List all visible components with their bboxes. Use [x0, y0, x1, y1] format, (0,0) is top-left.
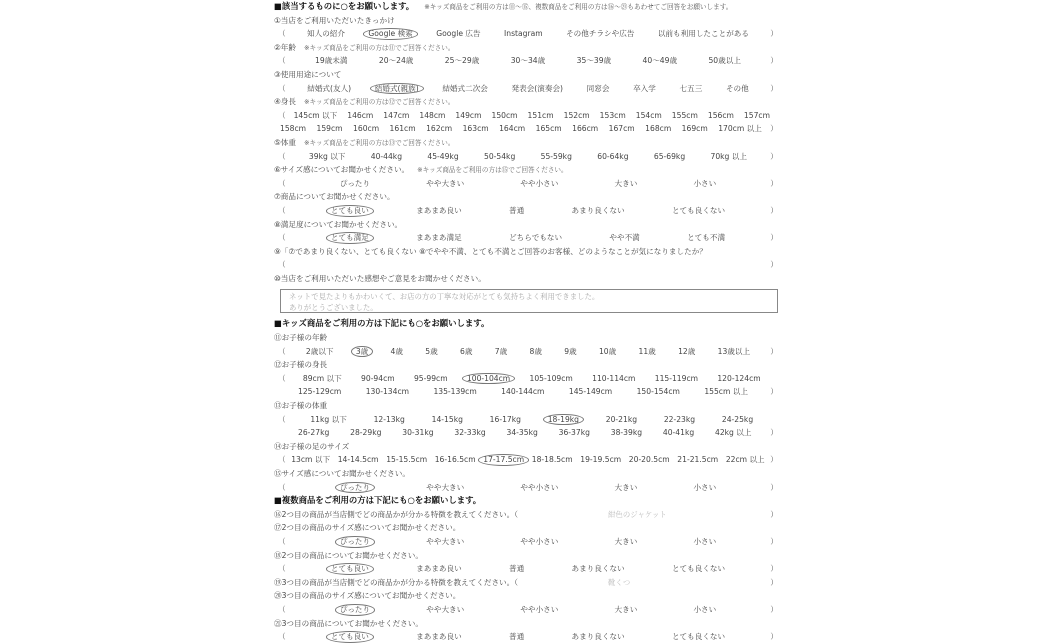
question-label — [274, 41, 782, 55]
close-paren: ） — [770, 83, 778, 93]
close-paren: ） — [770, 387, 778, 397]
option[interactable]: 70kg 以上 — [710, 151, 747, 161]
option-row — [274, 231, 782, 245]
option[interactable]: 145-149cm — [568, 387, 613, 397]
open-paren: （ — [278, 178, 286, 188]
option-row — [274, 27, 782, 41]
option[interactable]: 20-20.5cm — [628, 455, 670, 465]
option[interactable]: 40～49歳 — [642, 56, 678, 66]
option-row — [274, 413, 782, 427]
close-paren: ） — [770, 564, 778, 574]
open-paren: （ — [278, 110, 286, 120]
option[interactable]: まあまあ満足 — [416, 233, 462, 243]
option[interactable]: 151cm — [527, 110, 554, 120]
open-paren: （ — [278, 205, 286, 215]
option-row — [274, 82, 782, 96]
option[interactable]: まあまあ良い — [416, 205, 462, 215]
option[interactable]: 結婚式二次会 — [442, 83, 488, 93]
option[interactable]: 大きい — [614, 604, 638, 614]
option[interactable]: 14-15kg — [431, 414, 463, 424]
option[interactable]: 同窓会 — [586, 83, 610, 93]
question-text: ⑭お子様の足のサイズ — [274, 441, 350, 451]
option[interactable]: 21-21.5cm — [677, 455, 719, 465]
option[interactable]: 20～24歳 — [378, 56, 414, 66]
section1-heading — [274, 0, 782, 14]
option[interactable]: 25～29歳 — [444, 56, 480, 66]
option[interactable]: あまり良くない — [571, 564, 625, 574]
option[interactable]: 152cm — [563, 110, 590, 120]
option[interactable]: 12-13kg — [373, 414, 405, 424]
option[interactable]: 147cm — [383, 110, 410, 120]
question-label — [274, 589, 782, 603]
option[interactable]: 60-64kg — [597, 151, 629, 161]
question-text: ⑤体重 — [274, 137, 296, 147]
open-paren: （ — [278, 346, 286, 356]
option[interactable]: Google 広告 — [436, 29, 481, 39]
option[interactable]: まあまあ良い — [416, 632, 462, 642]
comment-box[interactable] — [280, 289, 778, 313]
option[interactable]: やや小さい — [520, 178, 559, 188]
question-text: ⑦商品についてお聞かせください。 — [274, 192, 395, 202]
option[interactable]: 50歳以上 — [708, 56, 741, 66]
option[interactable]: 50-54kg — [483, 151, 516, 161]
open-paren: （ — [278, 564, 286, 574]
option-row — [274, 535, 782, 549]
option[interactable]: やや不満 — [609, 233, 640, 243]
option[interactable]: 14-14.5cm — [337, 455, 379, 465]
option-row — [274, 150, 782, 164]
option[interactable]: 13歳以上 — [717, 346, 751, 356]
option[interactable]: 30～34歳 — [510, 56, 546, 66]
option[interactable]: 170cm 以上 — [718, 124, 762, 134]
close-paren: ） — [770, 346, 778, 356]
option[interactable]: 34-35kg — [506, 428, 538, 438]
option[interactable]: 161cm — [389, 124, 416, 134]
option[interactable]: 38-39kg — [610, 428, 643, 438]
option[interactable]: とても不満 — [687, 233, 726, 243]
question-text: ③使用用途について — [274, 69, 342, 79]
question-label — [274, 358, 782, 372]
close-paren: ） — [770, 205, 778, 215]
option[interactable]: 19-19.5cm — [580, 455, 622, 465]
option-row — [274, 630, 782, 644]
question-group — [274, 576, 630, 590]
option-row — [274, 426, 782, 440]
close-paren: ） — [770, 604, 778, 614]
option-row — [274, 122, 782, 136]
option-row — [274, 372, 782, 386]
question-label — [274, 190, 782, 204]
option[interactable]: 32-33kg — [454, 428, 486, 438]
option[interactable]: 110-114cm — [592, 373, 636, 383]
section3-heading — [274, 494, 782, 508]
option[interactable]: 42kg 以上 — [715, 428, 752, 438]
section2-title: ■キッズ商品をご利用の方は下記にも○をお願いします。 — [274, 318, 490, 329]
question-text: ⑪お子様の年齢 — [274, 333, 328, 343]
option[interactable]: 12歳 — [678, 346, 696, 356]
option[interactable]: 135-139cm — [433, 387, 477, 397]
option[interactable]: 発表会(演奏会) — [511, 83, 564, 93]
question-label — [274, 68, 782, 82]
open-paren: （ — [278, 414, 286, 424]
open-paren: （ — [278, 536, 286, 546]
close-paren: ） — [770, 151, 778, 161]
option[interactable]: 5歳 — [425, 346, 438, 356]
option[interactable]: 24-25kg — [721, 414, 754, 424]
question-text: ⑱2つ目の商品についてお聞かせください。 — [274, 550, 423, 560]
option-selected[interactable]: ぴったり — [338, 481, 372, 495]
option-selected[interactable]: とても良い — [329, 204, 371, 218]
option[interactable]: 6歳 — [460, 346, 473, 356]
option[interactable]: 11kg 以下 — [310, 414, 347, 424]
option[interactable]: 105-109cm — [529, 373, 573, 383]
option[interactable]: 160cm — [353, 124, 380, 134]
option[interactable]: 148cm — [419, 110, 446, 120]
option[interactable]: 150-154cm — [636, 387, 680, 397]
open-paren: （ — [278, 455, 286, 465]
option[interactable]: 157cm — [743, 110, 770, 120]
option[interactable]: とても良くない — [671, 632, 726, 642]
option[interactable]: やや小さい — [520, 482, 559, 492]
option[interactable]: 167cm — [608, 124, 635, 134]
option[interactable]: 7歳 — [494, 346, 508, 356]
option-row — [274, 603, 782, 617]
section1-title: ■該当するものに○をお願いします。 — [274, 1, 415, 11]
section2-heading — [274, 317, 782, 331]
close-paren: ） — [770, 260, 778, 270]
option[interactable]: やや小さい — [520, 604, 559, 614]
option[interactable]: 130-134cm — [365, 387, 410, 397]
close-paren: ） — [770, 536, 778, 546]
option-selected[interactable]: とても満足 — [329, 231, 371, 245]
question-text: ⑲3つ目の商品が当店側でどの商品かが分かる特徴を教えてください。（ — [274, 577, 519, 587]
option[interactable]: とても良くない — [671, 205, 726, 215]
question-text: ⑥サイズ感についてお聞かせください。 — [274, 165, 410, 175]
question-text: ⑩当店をご利用いただいた感想やご意見をお聞かせください。 — [274, 273, 486, 283]
question-label — [274, 617, 782, 631]
option[interactable]: 146cm — [347, 110, 374, 120]
option[interactable]: やや大きい — [426, 536, 465, 546]
option[interactable]: 13cm 以下 — [291, 455, 331, 465]
option-row — [274, 453, 782, 467]
question-text: ⑰2つ目の商品のサイズ感についてお聞かせください。 — [274, 523, 461, 533]
option[interactable]: 普通 — [509, 632, 525, 642]
option[interactable]: 16-17kg — [489, 414, 521, 424]
question-text: ⑨「⑦であまり良くない、とても良くない ⑧でやや不満、とても不満とご回答のお客様、どのようなことが気になりましたか？ — [274, 246, 707, 256]
option[interactable]: あまり良くない — [571, 632, 625, 642]
option[interactable]: 七五三 — [679, 83, 703, 93]
option[interactable]: 168cm — [645, 124, 672, 134]
option[interactable]: 165cm — [535, 124, 562, 134]
option[interactable]: 22-23kg — [663, 414, 696, 424]
option-selected[interactable]: 100-104cm — [465, 372, 512, 386]
open-paren: （ — [278, 56, 286, 66]
option[interactable]: あまり良くない — [571, 205, 625, 215]
option[interactable]: 156cm — [707, 110, 734, 120]
option[interactable]: 153cm — [599, 110, 626, 120]
option[interactable]: 150cm — [491, 110, 518, 120]
section3-title: ■複数商品をご利用の方は下記にも○をお願いします。 — [274, 495, 482, 506]
option[interactable]: 知人の紹介 — [307, 29, 345, 39]
option[interactable]: 普通 — [509, 205, 525, 215]
question-label — [274, 399, 782, 413]
open-paren: （ — [278, 373, 286, 383]
option[interactable]: 20-21kg — [605, 414, 638, 424]
question-label — [274, 467, 782, 481]
question-text: ⑳3つ目の商品のサイズ感についてお聞かせください。 — [274, 591, 461, 601]
option[interactable]: 小さい — [693, 482, 717, 492]
open-paren: （ — [278, 151, 286, 161]
open-paren: （ — [278, 83, 286, 93]
option-selected[interactable]: 結婚式(親族) — [373, 82, 421, 96]
option[interactable]: やや小さい — [520, 536, 559, 546]
option[interactable]: その他 — [725, 83, 749, 93]
option[interactable]: 22cm 以上 — [725, 455, 765, 465]
option[interactable]: 小さい — [693, 178, 717, 188]
option[interactable]: 55-59kg — [540, 151, 572, 161]
question-text: ⑬お子様の体重 — [274, 401, 328, 411]
option[interactable]: 大きい — [614, 482, 638, 492]
option[interactable]: 35～39歳 — [576, 56, 612, 66]
open-paren: （ — [278, 604, 286, 614]
close-paren: ） — [770, 428, 778, 438]
option[interactable]: 89cm 以下 — [302, 373, 342, 383]
option[interactable]: 大きい — [614, 536, 638, 546]
close-paren: ） — [770, 509, 778, 519]
option[interactable]: 8歳 — [529, 346, 542, 356]
option[interactable]: 11歳 — [638, 346, 656, 356]
option-selected[interactable]: 3歳 — [354, 345, 370, 359]
question-text: ⑯2つ目の商品が当店側でどの商品かが分かる特徴を教えてください。（ — [274, 509, 519, 519]
option-selected[interactable]: ぴったり — [338, 535, 372, 549]
open-paren: （ — [278, 233, 286, 243]
option[interactable]: 9歳 — [564, 346, 577, 356]
option[interactable]: 大きい — [614, 178, 638, 188]
option[interactable]: 163cm — [462, 124, 489, 134]
question-label — [274, 218, 782, 232]
option[interactable]: 65-69kg — [653, 151, 686, 161]
option[interactable]: どちらでもない — [509, 233, 563, 243]
option[interactable]: 164cm — [499, 124, 526, 134]
option[interactable]: 140-144cm — [501, 387, 545, 397]
close-paren: ） — [770, 577, 778, 587]
option[interactable]: 39kg 以下 — [308, 151, 346, 161]
close-paren: ） — [770, 233, 778, 243]
question-text: ㉑3つ目の商品についてお聞かせください。 — [274, 618, 423, 628]
option-row — [274, 54, 782, 68]
option-row — [274, 481, 782, 495]
option[interactable]: ぴったり — [339, 178, 371, 188]
comment-line: ありがとうございました。 — [289, 303, 378, 313]
question-note: ※キッズ商品をご利用の方は⑫でご回答ください。 — [304, 98, 455, 107]
option[interactable]: 以前も利用したことがある — [657, 29, 749, 39]
question-text: ⑧満足度についてお聞かせください。 — [274, 219, 403, 229]
question-label — [274, 245, 782, 259]
option[interactable]: 145cm 以下 — [293, 110, 338, 120]
option[interactable]: 154cm — [635, 110, 662, 120]
option[interactable]: 16-16.5cm — [434, 455, 476, 465]
option-selected[interactable]: とても良い — [329, 630, 371, 644]
question-note: ※キッズ商品をご利用の方は⑬でご回答ください。 — [304, 138, 455, 147]
option[interactable]: 普通 — [509, 564, 525, 574]
option-row — [274, 258, 782, 272]
open-paren: （ — [278, 632, 286, 642]
option[interactable]: 155cm 以上 — [704, 387, 748, 397]
open-paren: （ — [278, 260, 286, 270]
question-text: ④身長 — [274, 97, 296, 107]
option[interactable]: 10歳 — [598, 346, 617, 356]
question-with-answer — [274, 576, 782, 590]
option[interactable]: 120-124cm — [717, 373, 761, 383]
option[interactable]: やや大きい — [426, 482, 465, 492]
option[interactable]: 19歳未満 — [315, 56, 348, 66]
option-selected[interactable]: 18-19kg — [546, 413, 581, 427]
option-row — [274, 177, 782, 191]
section1-note: ※キッズ商品をご利用の方は⑪～⑮、複数商品をご利用の方は⑯～㉑もあわせてご回答をお願いします。 — [424, 3, 733, 11]
option[interactable]: 36-37kg — [558, 428, 590, 438]
option-row — [274, 109, 782, 123]
close-paren: ） — [770, 455, 778, 465]
question-text: ⑫お子様の身長 — [274, 360, 328, 370]
close-paren: ） — [770, 124, 778, 134]
option-selected[interactable]: Google 検索 — [366, 27, 414, 41]
option[interactable]: 169cm — [681, 124, 708, 134]
question-group — [274, 508, 667, 522]
option[interactable]: 115-119cm — [654, 373, 699, 383]
question-label — [274, 331, 782, 345]
option[interactable]: 166cm — [572, 124, 599, 134]
option[interactable]: 162cm — [426, 124, 453, 134]
option[interactable]: 40-41kg — [662, 428, 695, 438]
option[interactable]: 40-44kg — [370, 151, 403, 161]
option[interactable]: 26-27kg — [298, 428, 330, 438]
open-paren: （ — [278, 482, 286, 492]
option[interactable]: 結婚式(友人) — [307, 83, 352, 93]
open-paren: （ — [278, 29, 286, 39]
question-label — [274, 272, 782, 286]
comment-line: ネットで見たよりもかわいくて、お店の方の丁寧な対応がとても気持ちよく利用できました。 — [289, 292, 600, 302]
option[interactable]: 18-18.5cm — [531, 455, 573, 465]
option[interactable]: 149cm — [455, 110, 482, 120]
close-paren: ） — [770, 482, 778, 492]
option[interactable]: 158cm — [280, 124, 307, 134]
option[interactable]: 28-29kg — [350, 428, 382, 438]
option[interactable]: 155cm — [671, 110, 698, 120]
question-label — [274, 136, 782, 150]
option[interactable]: やや大きい — [426, 604, 465, 614]
option[interactable]: Instagram — [504, 29, 543, 39]
option[interactable]: 45-49kg — [427, 151, 459, 161]
close-paren: ） — [770, 56, 778, 66]
option-row — [274, 345, 782, 359]
option[interactable]: 小さい — [693, 536, 717, 546]
close-paren: ） — [770, 29, 778, 39]
question-note: ※キッズ商品をご利用の方は⑪でご回答ください。 — [304, 43, 455, 52]
option[interactable]: 小さい — [693, 604, 717, 614]
option-selected[interactable]: ぴったり — [338, 603, 372, 617]
option[interactable]: やや大きい — [426, 178, 465, 188]
close-paren: ） — [770, 178, 778, 188]
option[interactable]: 15-15.5cm — [386, 455, 428, 465]
option[interactable]: 2歳以下 — [305, 346, 334, 356]
question-text: ⑮サイズ感についてお聞かせください。 — [274, 469, 410, 478]
question-label — [274, 14, 782, 28]
question-label — [274, 521, 782, 535]
option[interactable]: 90-94cm — [361, 373, 395, 383]
option[interactable]: 159cm — [316, 124, 343, 134]
option[interactable]: とても良くない — [671, 564, 726, 574]
handwritten-answer[interactable]: 靴くつ — [608, 577, 631, 587]
option-selected[interactable]: とても良い — [329, 562, 371, 576]
question-with-answer — [274, 508, 782, 522]
option[interactable]: 30-31kg — [402, 428, 434, 438]
handwritten-answer[interactable]: 紺色のジャケット — [608, 509, 667, 519]
option[interactable]: 卒入学 — [633, 83, 656, 93]
option[interactable]: 95-99cm — [413, 373, 448, 383]
question-label — [274, 95, 782, 109]
option[interactable]: まあまあ良い — [416, 564, 462, 574]
question-text: ②年齢 — [274, 42, 296, 52]
option[interactable]: 4歳 — [390, 346, 403, 356]
question-label — [274, 440, 782, 454]
option-selected[interactable]: 17-17.5cm — [481, 453, 526, 467]
question-note: ※キッズ商品をご利用の方は⑮でご回答ください。 — [417, 166, 568, 175]
option[interactable]: 125-129cm — [298, 387, 342, 397]
option-row — [274, 385, 782, 399]
question-text: ①当店をご利用いただいたきっかけ — [274, 15, 395, 25]
question-label — [274, 163, 782, 177]
option-row — [274, 562, 782, 576]
option-row — [274, 204, 782, 218]
close-paren: ） — [770, 632, 778, 642]
option[interactable]: その他チラシや広告 — [566, 29, 635, 39]
question-label — [274, 549, 782, 563]
questionnaire-sheet — [274, 0, 782, 644]
